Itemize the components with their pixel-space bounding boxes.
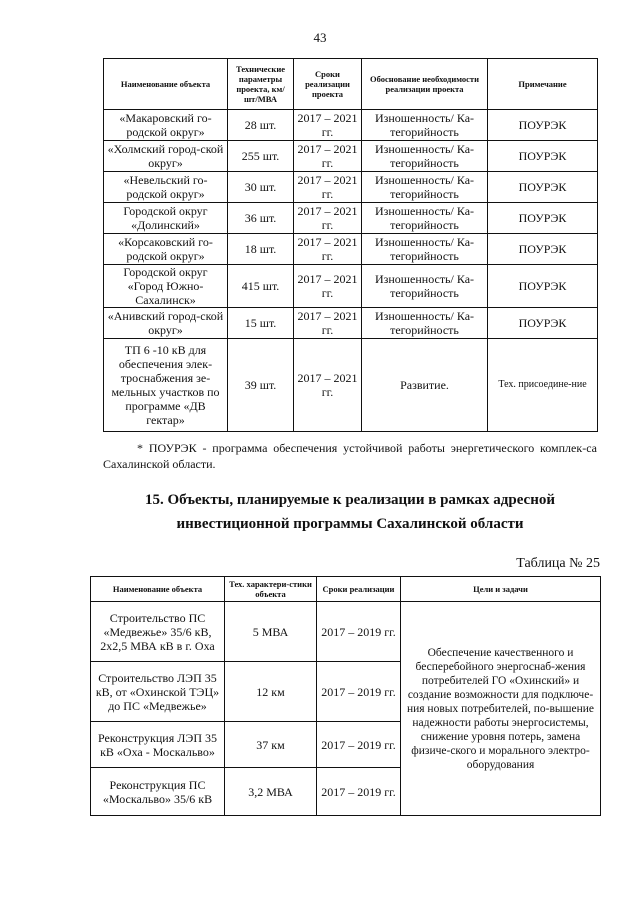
- cell-terms: 2017 – 2019 гг.: [317, 602, 401, 662]
- cell-name: Реконструкция ПС «Москальво» 35/6 кВ: [91, 768, 225, 816]
- cell-terms: 2017 – 2021 гг.: [294, 234, 362, 265]
- cell-name: «Макаровский го-родской округ»: [104, 110, 228, 141]
- table-row: [91, 602, 601, 662]
- cell-name: «Холмский город-ской округ»: [104, 141, 228, 172]
- cell-reason: Изношенность/ Ка-тегорийность: [362, 141, 488, 172]
- cell-name: «Корсаковский го-родской округ»: [104, 234, 228, 265]
- table-row: [104, 265, 598, 308]
- table-row: [104, 308, 598, 339]
- cell-params: 28 шт.: [228, 110, 294, 141]
- cell-reason: Изношенность/ Ка-тегорийность: [362, 265, 488, 308]
- cell-terms: 2017 – 2021 гг.: [294, 265, 362, 308]
- header-terms: Сроки реализации проекта: [294, 59, 362, 110]
- cell-terms: 2017 – 2021 гг.: [294, 203, 362, 234]
- cell-params: 18 шт.: [228, 234, 294, 265]
- cell-terms: 2017 – 2021 гг.: [294, 172, 362, 203]
- cell-note: ПОУРЭК: [488, 110, 598, 141]
- cell-reason: Изношенность/ Ка-тегорийность: [362, 234, 488, 265]
- cell-goals: Обеспечение качественного и бесперебойного энергоснаб-жения потребителей ГО «Охинский» и создание возможности для подключе-ния новых потребителей, по-вышение надежности работы энергосистемы, снижение уровня потерь, замена физиче-ского и морального электро-оборудования: [401, 602, 601, 816]
- cell-name: «Невельский го-родской округ»: [104, 172, 228, 203]
- cell-specs: 12 км: [225, 662, 317, 722]
- cell-params: 415 шт.: [228, 265, 294, 308]
- cell-note: ПОУРЭК: [488, 308, 598, 339]
- cell-note: ПОУРЭК: [488, 141, 598, 172]
- cell-params: 15 шт.: [228, 308, 294, 339]
- cell-name: Строительство ЛЭП 35 кВ, от «Охинской ТЭЦ» до ПС «Медвежье»: [91, 662, 225, 722]
- header-goals: Цели и задачи: [401, 577, 601, 602]
- header-terms: Сроки реализации: [317, 577, 401, 602]
- cell-name: Реконструкция ЛЭП 35 кВ «Оха - Москальво»: [91, 722, 225, 768]
- cell-specs: 37 км: [225, 722, 317, 768]
- cell-reason: Развитие.: [362, 339, 488, 432]
- cell-terms: 2017 – 2019 гг.: [317, 768, 401, 816]
- investment-table: [90, 576, 601, 816]
- table-row: [104, 110, 598, 141]
- cell-reason: Изношенность/ Ка-тегорийность: [362, 308, 488, 339]
- cell-specs: 3,2 МВА: [225, 768, 317, 816]
- cell-name: «Анивский город-ской округ»: [104, 308, 228, 339]
- cell-terms: 2017 – 2019 гг.: [317, 722, 401, 768]
- footnote: * ПОУРЭК - программа обеспечения устойчивой работы энергетического комплек-са Сахалинской области.: [103, 441, 597, 471]
- cell-params: 39 шт.: [228, 339, 294, 432]
- cell-terms: 2017 – 2019 гг.: [317, 662, 401, 722]
- cell-name: Строительство ПС «Медвежье» 35/6 кВ, 2х2,5 МВА кВ в г. Оха: [91, 602, 225, 662]
- objects-table: [103, 58, 598, 432]
- table-header-row: [104, 59, 598, 110]
- page-number: 43: [313, 30, 327, 45]
- cell-terms: 2017 – 2021 гг.: [294, 339, 362, 432]
- table-caption: Таблица № 25: [516, 556, 600, 571]
- cell-reason: Изношенность/ Ка-тегорийность: [362, 172, 488, 203]
- cell-name: ТП 6 -10 кВ для обеспечения элек-троснабжения зе-мельных участков по программе «ДВ гектар»: [104, 339, 228, 432]
- header-name: Наименование объекта: [104, 59, 228, 110]
- table-row: [104, 339, 598, 432]
- cell-reason: Изношенность/ Ка-тегорийность: [362, 203, 488, 234]
- section-title: 15. Объекты, планируемые к реализации в рамках адресной инвестиционной программы Сахалинской области: [144, 492, 556, 532]
- cell-note: ПОУРЭК: [488, 265, 598, 308]
- cell-terms: 2017 – 2021 гг.: [294, 141, 362, 172]
- cell-specs: 5 МВА: [225, 602, 317, 662]
- table-row: [104, 234, 598, 265]
- cell-params: 36 шт.: [228, 203, 294, 234]
- header-reason: Обоснование необходимости реализации проекта: [362, 59, 488, 110]
- cell-note: ПОУРЭК: [488, 172, 598, 203]
- table-row: [104, 141, 598, 172]
- cell-reason: Изношенность/ Ка-тегорийность: [362, 110, 488, 141]
- cell-name: Городской округ «Долинский»: [104, 203, 228, 234]
- cell-params: 30 шт.: [228, 172, 294, 203]
- table-header-row: [91, 577, 601, 602]
- cell-terms: 2017 – 2021 гг.: [294, 110, 362, 141]
- header-name: Наименование объекта: [91, 577, 225, 602]
- cell-note: Тех. присоедине-ние: [488, 339, 598, 432]
- cell-terms: 2017 – 2021 гг.: [294, 308, 362, 339]
- header-note: Примечание: [488, 59, 598, 110]
- header-specs: Тех. характери-стики объекта: [225, 577, 317, 602]
- table-row: [104, 203, 598, 234]
- cell-note: ПОУРЭК: [488, 203, 598, 234]
- header-params: Технические параметры проекта, км/шт/МВА: [228, 59, 294, 110]
- table-row: [104, 172, 598, 203]
- cell-note: ПОУРЭК: [488, 234, 598, 265]
- cell-name: Городской округ «Город Южно-Сахалинск»: [104, 265, 228, 308]
- cell-params: 255 шт.: [228, 141, 294, 172]
